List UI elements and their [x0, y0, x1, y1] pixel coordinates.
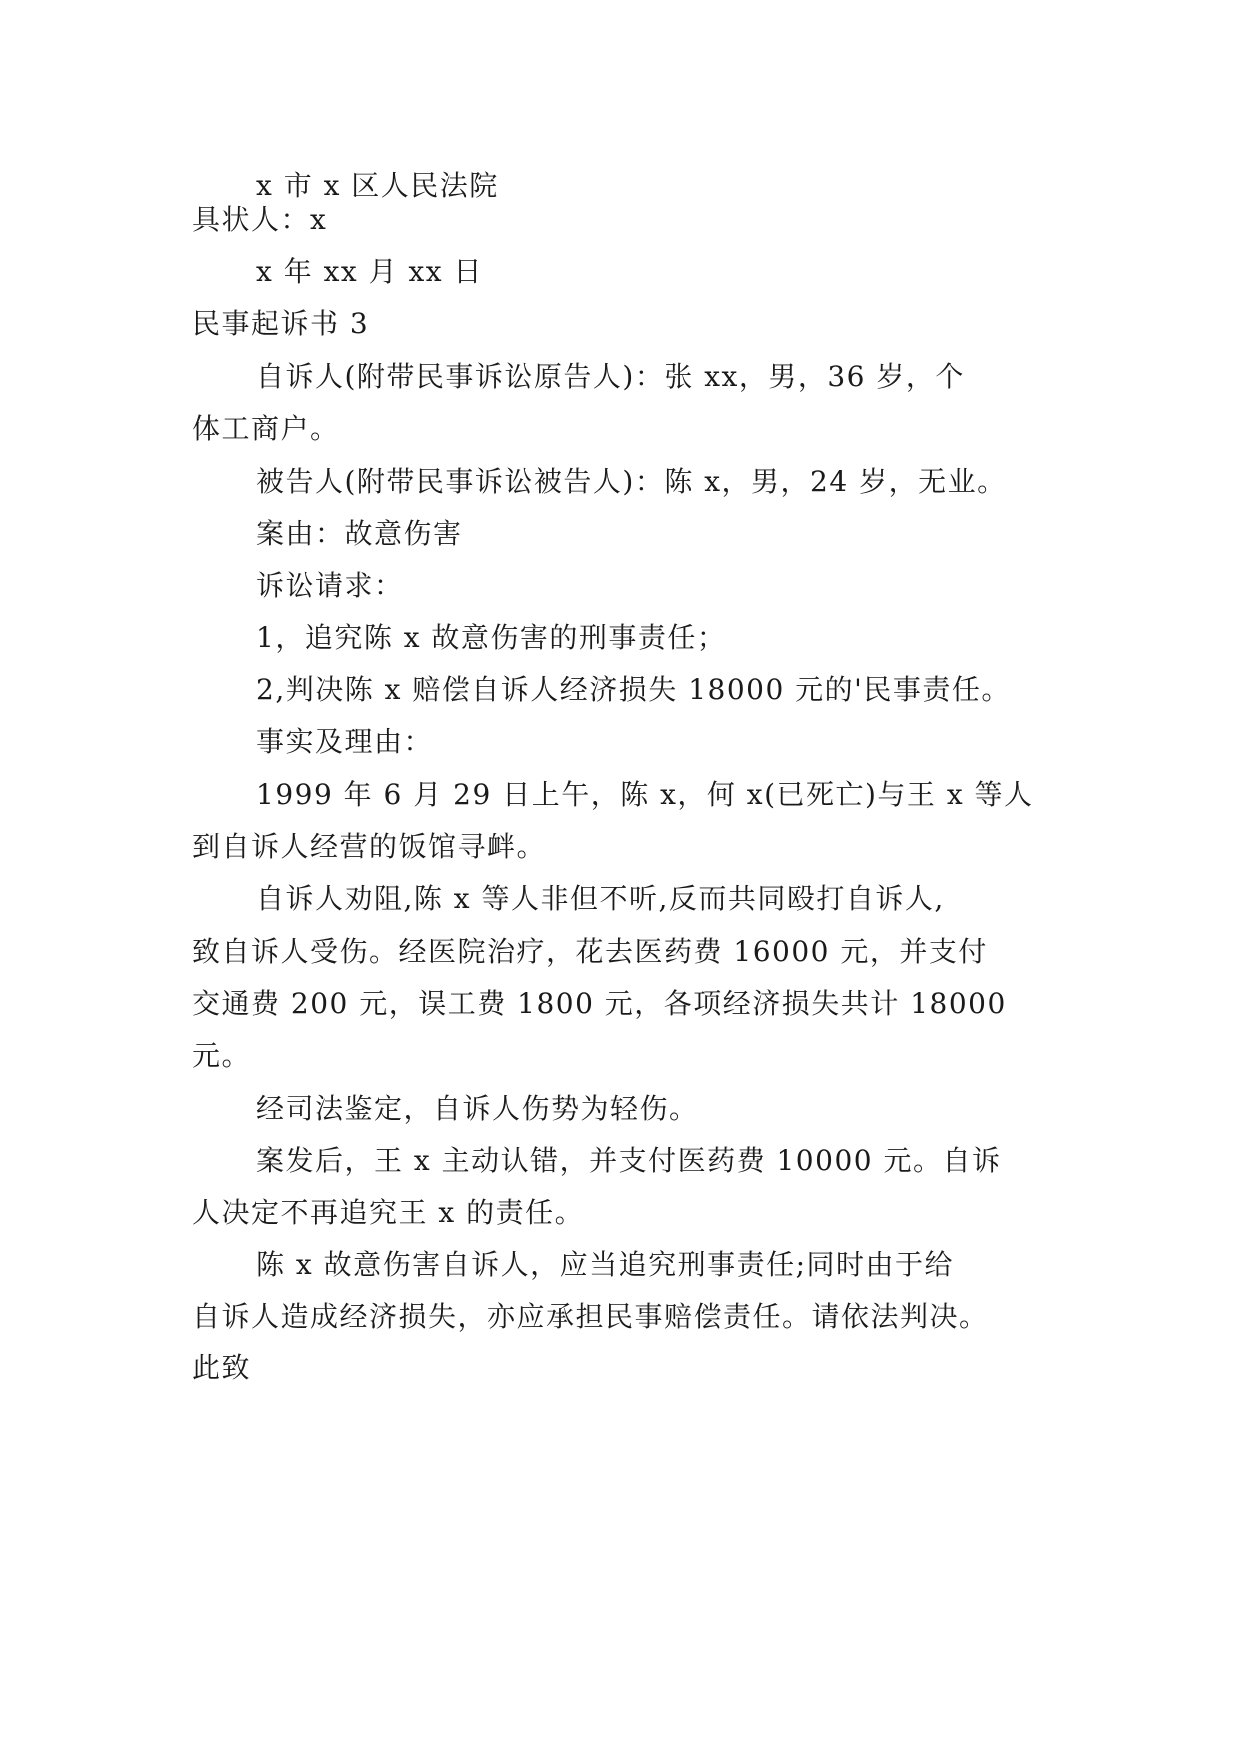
- cause-of-action-line: 案由：故意伤害: [256, 517, 463, 550]
- facts-paragraph-5: 陈 x 故意伤害自诉人，应当追究刑事责任;同时由于给: [256, 1248, 955, 1281]
- facts-paragraph-1: 1999 年 6 月 29 日上午，陈 x，何 x(已死亡)与王 x 等人: [256, 778, 1034, 811]
- facts-paragraph-4-cont: 人决定不再追究王 x 的责任。: [192, 1196, 585, 1229]
- facts-paragraph-3: 经司法鉴定，自诉人伤势为轻伤。: [256, 1092, 699, 1125]
- defendant-line: 被告人(附带民事诉讼被告人)：陈 x，男，24 岁，无业。: [256, 465, 1007, 498]
- claim-item-2: 2,判决陈 x 赔偿自诉人经济损失 18000 元的'民事责任。: [256, 673, 1011, 706]
- claims-heading: 诉讼请求：: [256, 569, 404, 602]
- court-name-line: x 市 x 区人民法院: [256, 169, 499, 202]
- claim-item-1: 1，追究陈 x 故意伤害的刑事责任；: [256, 621, 727, 654]
- facts-paragraph-2-cont-3: 元。: [192, 1039, 252, 1072]
- date-line: x 年 xx 月 xx 日: [256, 255, 483, 288]
- private-prosecutor-line: 自诉人(附带民事诉讼原告人)：张 xx，男，36 岁，个: [256, 360, 965, 393]
- closing-salutation: 此致: [192, 1351, 252, 1384]
- private-prosecutor-line-cont: 体工商户。: [192, 412, 340, 445]
- plaintiff-signature-line: 具状人：x: [192, 203, 328, 236]
- facts-heading: 事实及理由：: [256, 725, 434, 758]
- facts-paragraph-2-cont-1: 致自诉人受伤。经医院治疗，花去医药费 16000 元，并支付: [192, 935, 988, 968]
- facts-paragraph-5-cont: 自诉人造成经济损失，亦应承担民事赔偿责任。请依法判决。: [192, 1300, 989, 1333]
- facts-paragraph-4: 案发后，王 x 主动认错，并支付医药费 10000 元。自诉: [256, 1144, 1002, 1177]
- facts-paragraph-1-cont: 到自诉人经营的饭馆寻衅。: [192, 830, 547, 863]
- facts-paragraph-2-cont-2: 交通费 200 元，误工费 1800 元，各项经济损失共计 18000: [192, 987, 1007, 1020]
- document-title: 民事起诉书 3: [192, 307, 370, 340]
- facts-paragraph-2: 自诉人劝阻,陈 x 等人非但不听,反而共同殴打自诉人,: [256, 882, 945, 915]
